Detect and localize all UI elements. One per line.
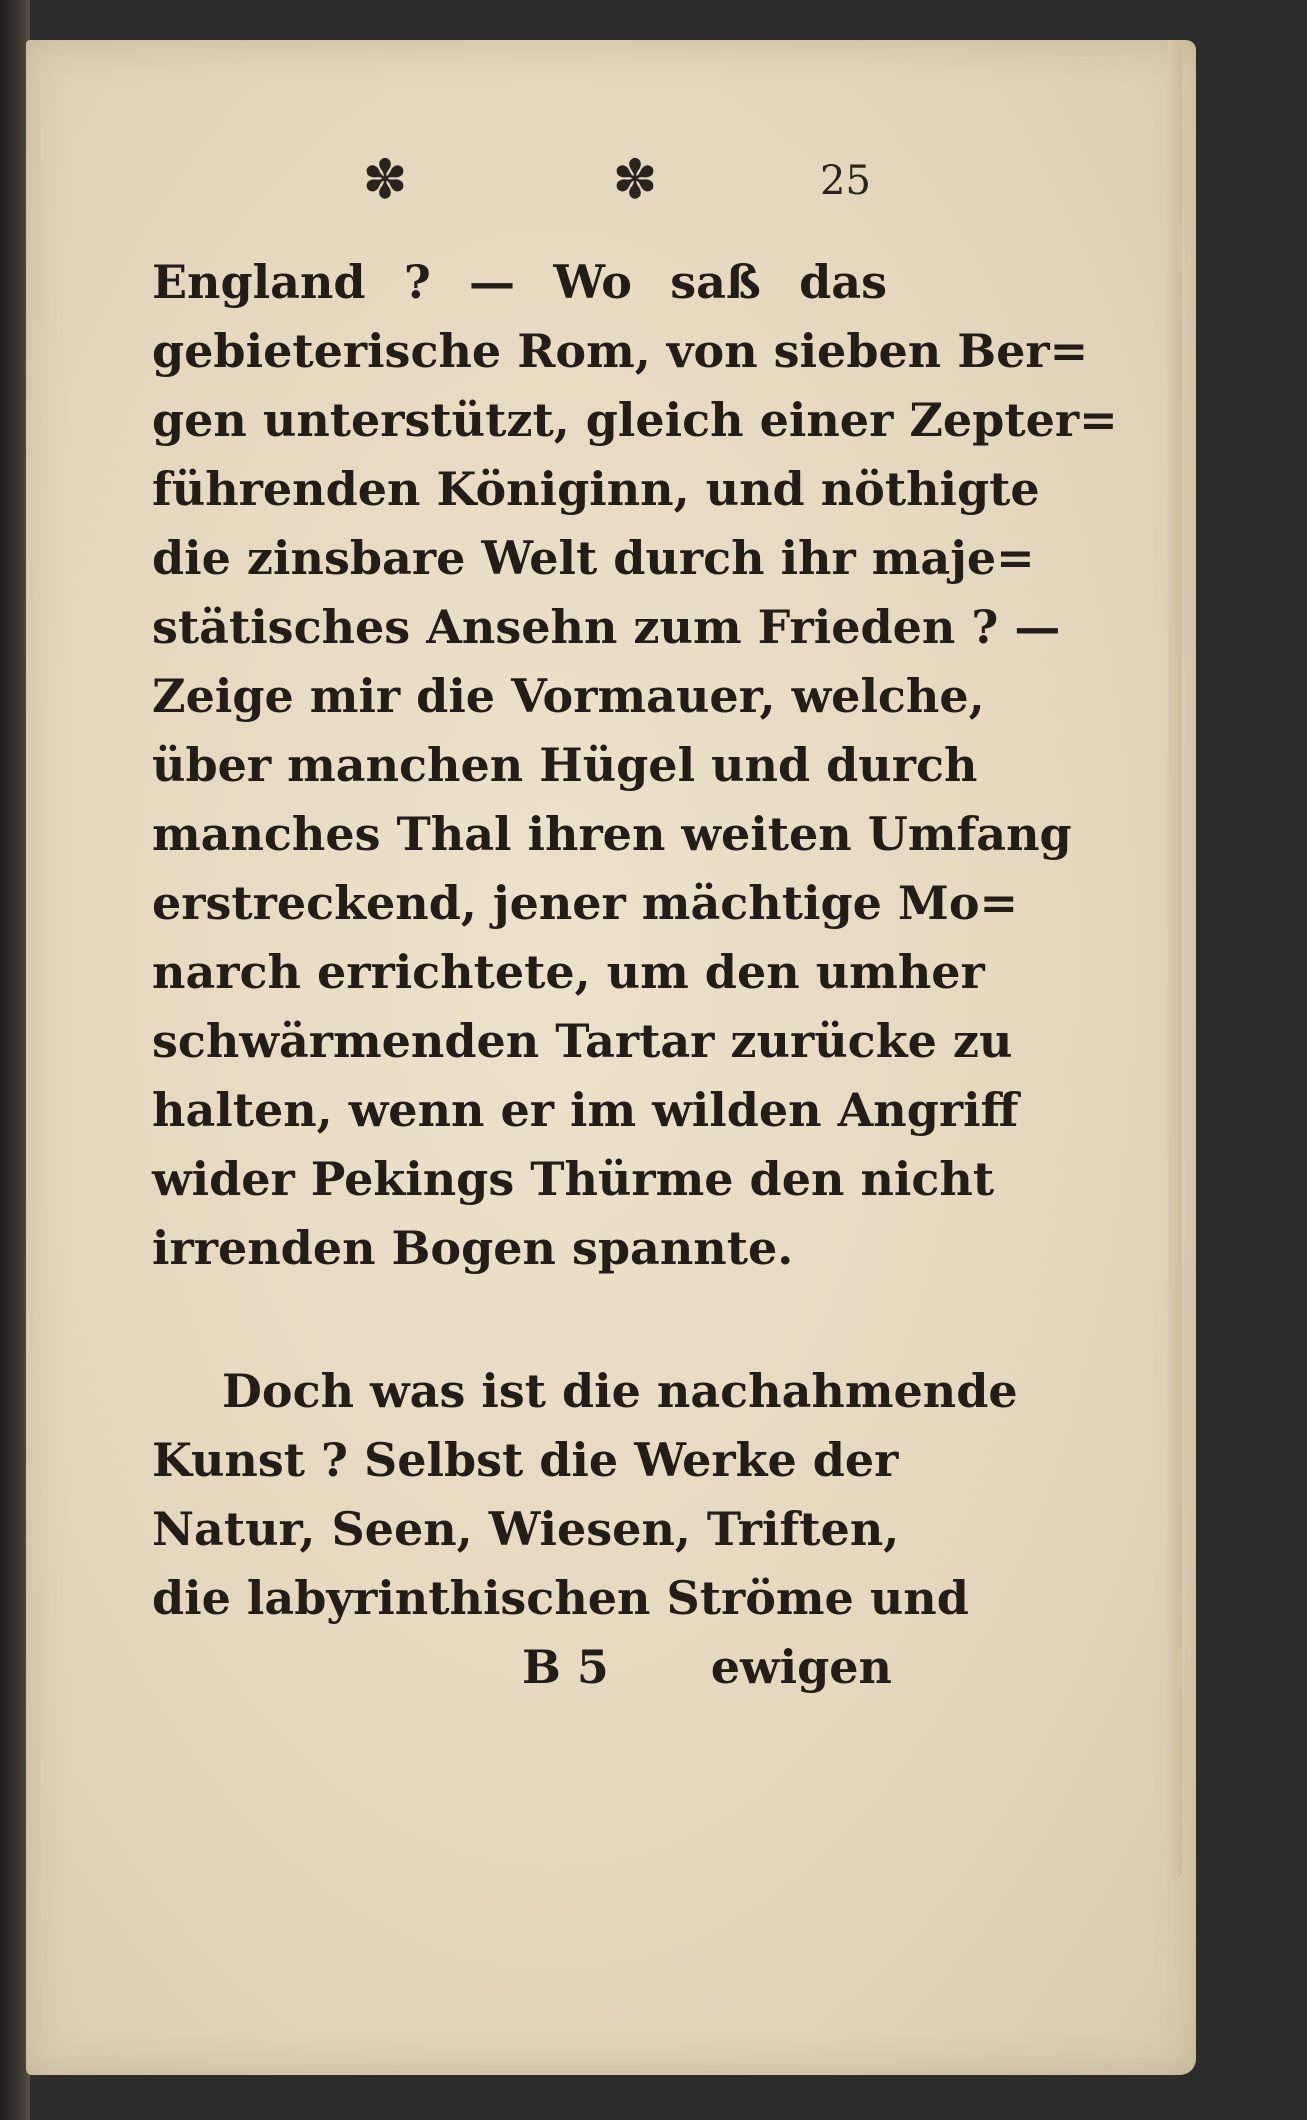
- ornament-left-icon: ✽: [362, 148, 408, 211]
- text-line: schwärmenden Tartar zurücke zu: [152, 1014, 1013, 1068]
- page-number: 25: [820, 158, 871, 204]
- text-line: narch errichtete, um den umher: [152, 945, 985, 999]
- catchword: ewigen: [710, 1640, 892, 1694]
- text-line: Doch was ist die nachahmende: [222, 1364, 1018, 1418]
- text-line: stätisches Ansehn zum Frieden ? —: [152, 600, 1061, 654]
- text-line: die zinsbare Welt durch ihr maje=: [152, 531, 1035, 585]
- text-line: gebieterische Rom, von sieben Ber=: [152, 324, 1089, 378]
- text-line: gen unterstützt, gleich einer Zepter=: [152, 393, 1118, 447]
- body-text: [152, 248, 1118, 1633]
- paragraph-separator: [152, 1283, 887, 1357]
- text-line: irrenden Bogen spannte.: [152, 1221, 794, 1275]
- page-footer: [152, 1632, 892, 1702]
- signature-mark: B 5: [522, 1640, 609, 1694]
- text-line: Natur, Seen, Wiesen, Triften,: [152, 1502, 900, 1556]
- text-line: England ? — Wo saß das: [152, 255, 887, 309]
- text-line: führenden Königinn, und nöthigte: [152, 462, 1040, 516]
- text-line: die labyrinthischen Ströme und: [152, 1571, 969, 1625]
- text-line: Kunst ? Selbst die Werke der: [152, 1433, 899, 1487]
- text-line: erstreckend, jener mächtige Mo=: [152, 876, 1019, 930]
- text-line: Zeige mir die Vormauer, welche,: [152, 669, 985, 723]
- page-edge: [1168, 40, 1182, 1880]
- text-line: über manchen Hügel und durch: [152, 738, 978, 792]
- text-line: manches Thal ihren weiten Umfang: [152, 807, 1072, 861]
- text-line: halten, wenn er im wilden Angriff: [152, 1083, 1019, 1137]
- text-line: wider Pekings Thürme den nicht: [152, 1152, 995, 1206]
- ornament-right-icon: ✽: [612, 148, 658, 211]
